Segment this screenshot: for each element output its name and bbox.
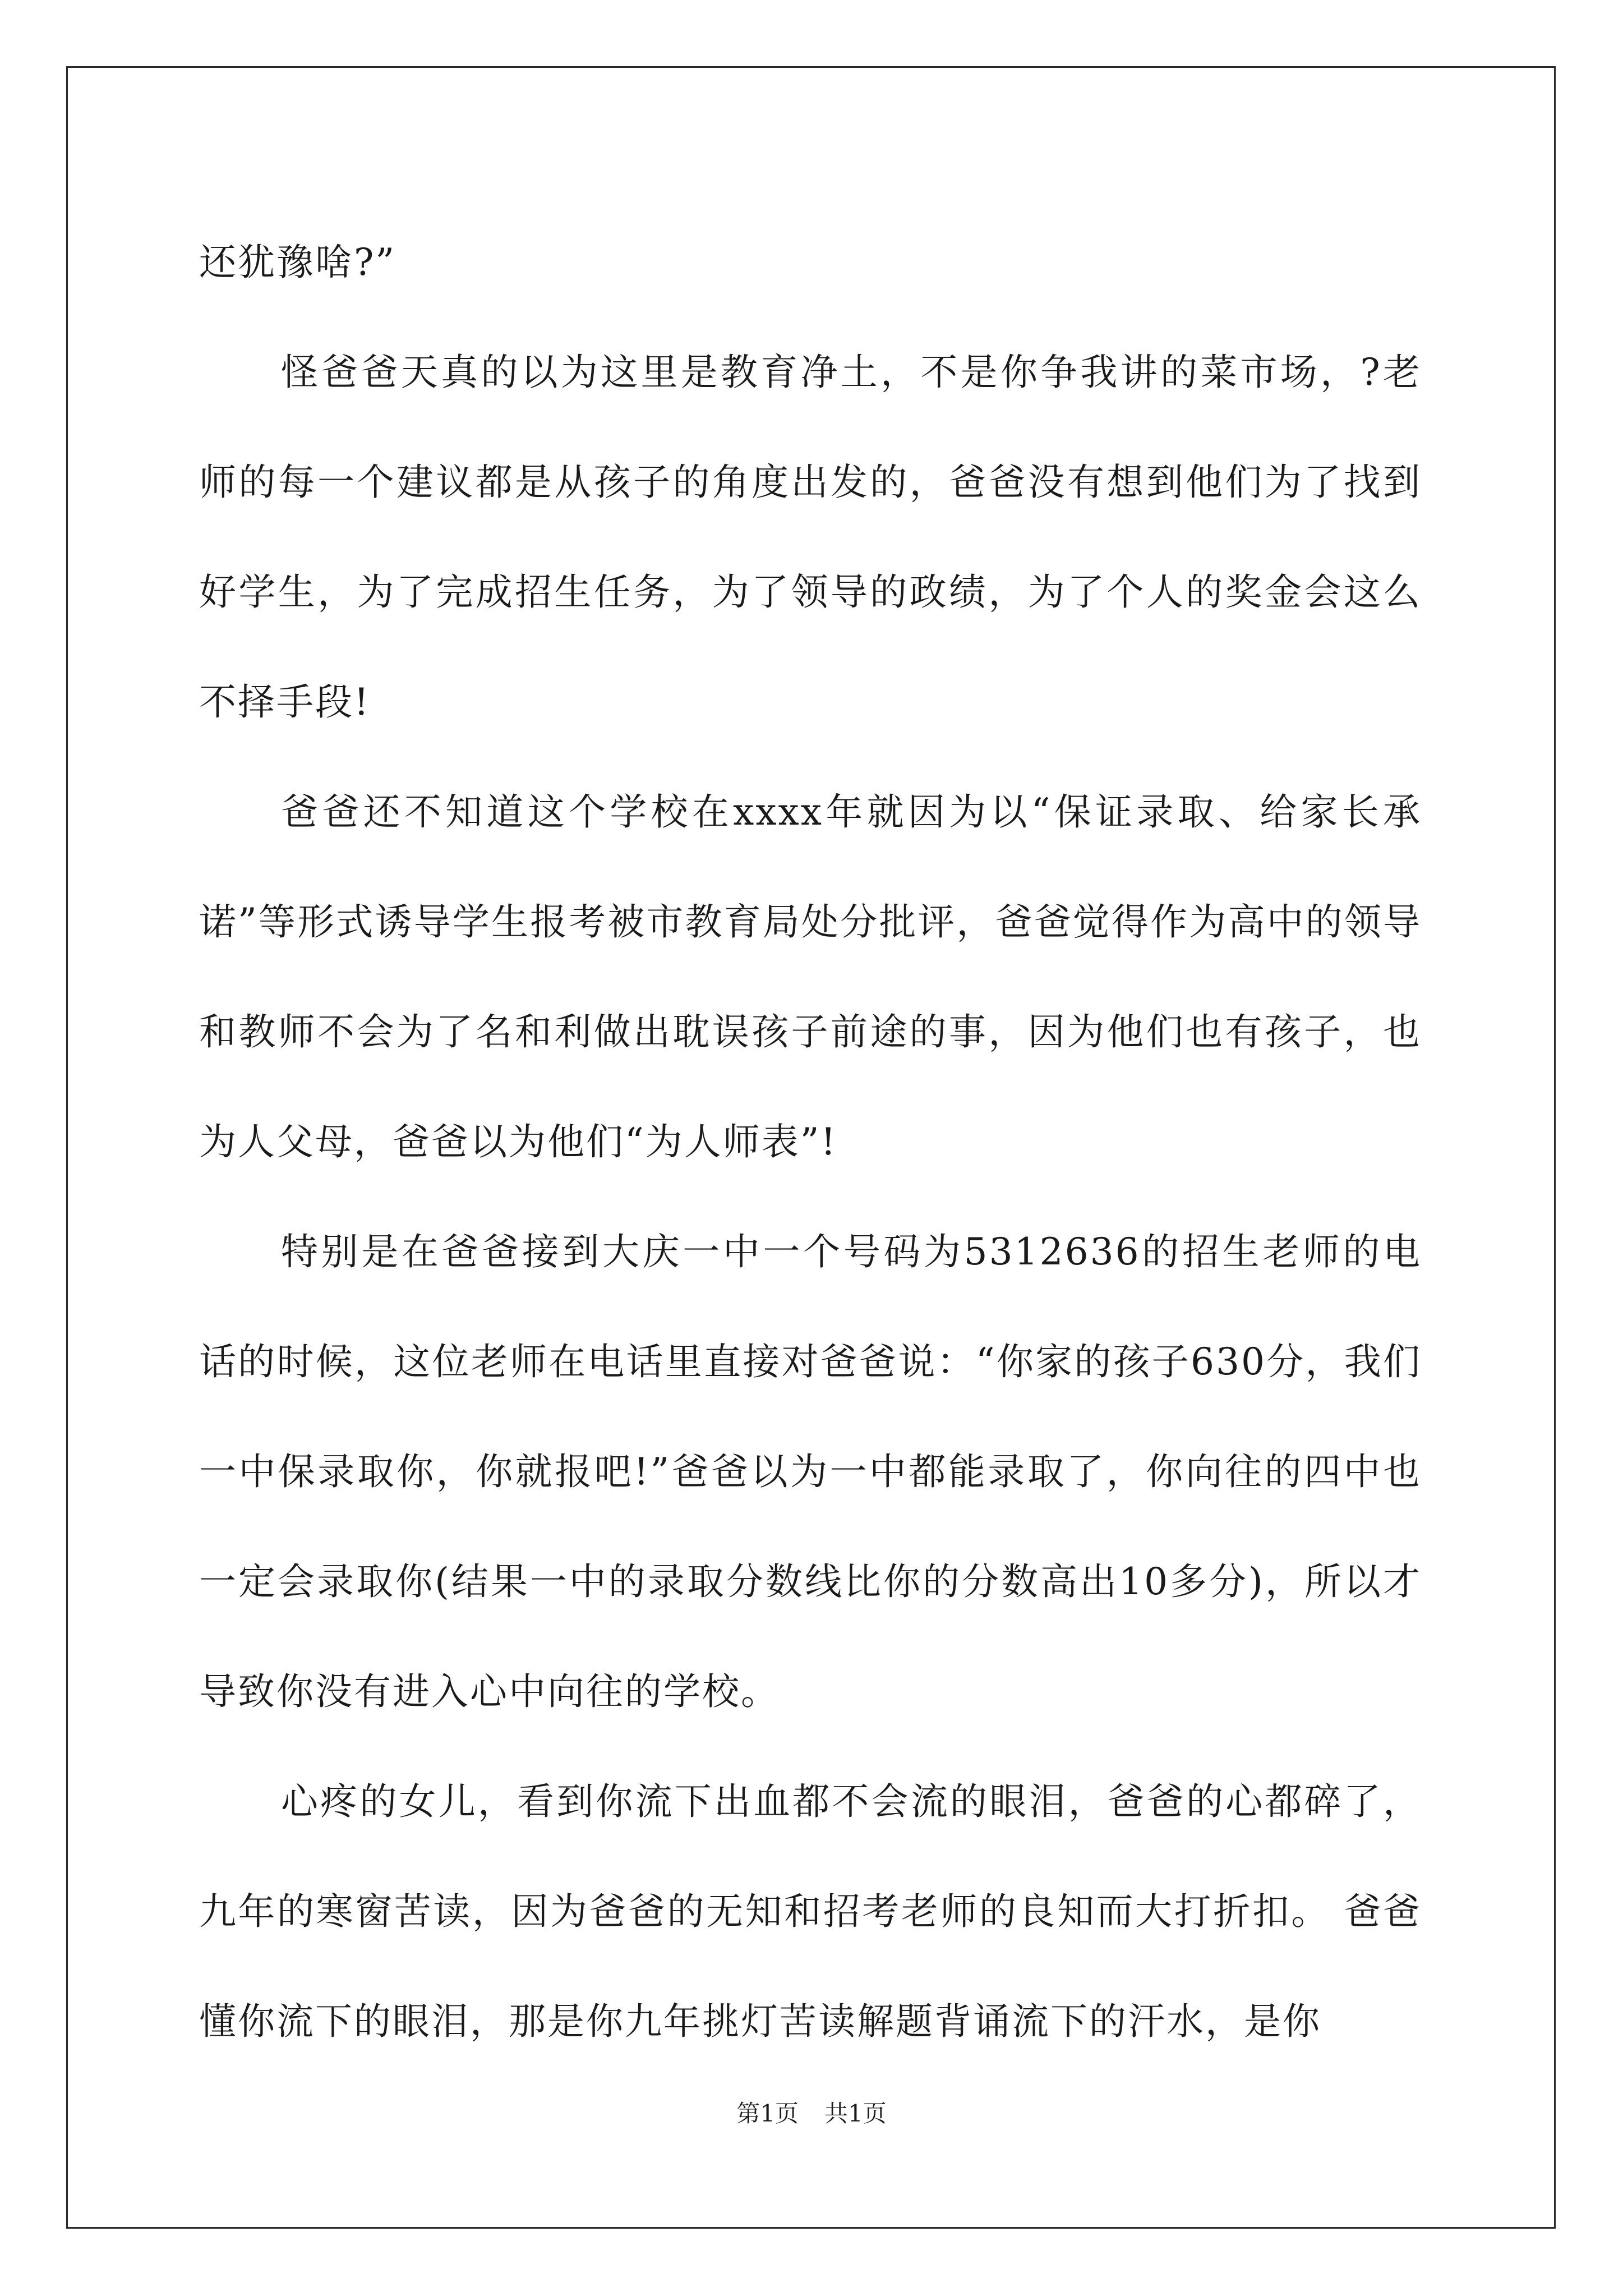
paragraph-4: 特别是在爸爸接到大庆一中一个号码为5312636的招生老师的电话的时候，这位老师在电话里直接对爸爸说：“你家的孩子630分，我们一中保录取你，你就报吧!”爸爸以为一中都能录取了，你向往的四中也一定会录取你(结果一中的录取分数线比你的分数高出10多分)，所以才导致你没有进入心中向往的学校。 — [199, 1230, 1422, 1713]
paragraph-3: 爸爸还不知道这个学校在xxxx年就因为以“保证录取、给家长承诺”等形式诱导学生报考被市教育局处分批评，爸爸觉得作为高中的领导和教师不会为了名和利做出耽误孩子前途的事，因为他们也有孩子，也为人父母，爸爸以为他们“为人师表”! — [199, 790, 1422, 1163]
paragraph-5: 心疼的女儿，看到你流下出血都不会流的眼泪，爸爸的心都碎了，九年的寒窗苦读，因为爸爸的无知和招考老师的良知而大打折扣。 爸爸懂你流下的眼泪，那是你九年挑灯苦读解题背诵流下的汗水，是你 — [199, 1780, 1422, 2043]
page-footer — [0, 2097, 1623, 2131]
paragraph-1: 还犹豫啥?” — [199, 241, 396, 284]
document-body — [199, 208, 1422, 2077]
page-number: 第1页 — [736, 2100, 799, 2127]
paragraph-2: 怪爸爸天真的以为这里是教育净土，不是你争我讲的菜市场，?老师的每一个建议都是从孩子的角度出发的，爸爸没有想到他们为了找到好学生，为了完成招生任务，为了领导的政绩，为了个人的奖金会这么不择手段! — [199, 351, 1422, 724]
page-total: 共1页 — [824, 2100, 887, 2127]
